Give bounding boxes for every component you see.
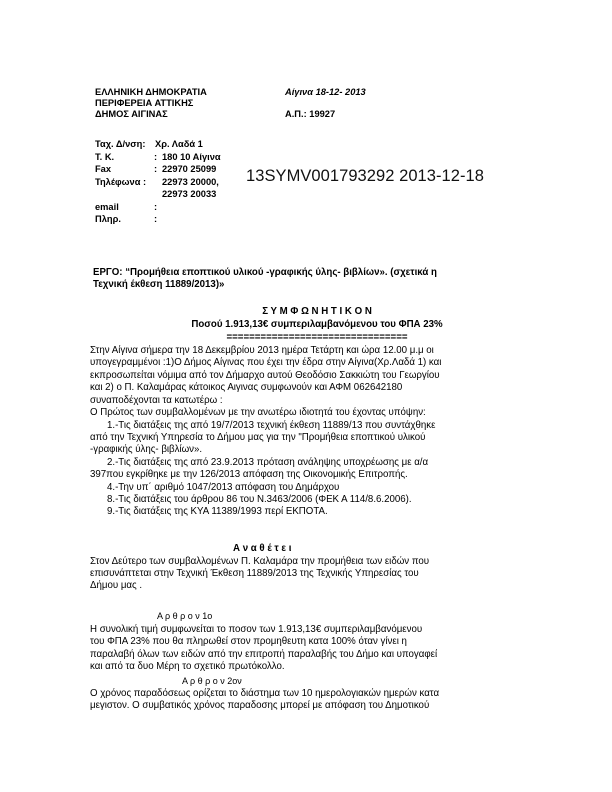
subject-line: Τεχνική έκθεση 11889/2013)» bbox=[93, 279, 225, 291]
text-line: Δήμου μας . bbox=[90, 580, 143, 592]
article2-heading: Α ρ θ ρ ο ν 2ον bbox=[182, 676, 242, 686]
text-line: του ΦΠΑ 23% που θα πληρωθεί στον προμηθευτη κατα 100% όταν γίνει η bbox=[90, 636, 407, 648]
contact-row bbox=[95, 176, 245, 188]
contact-value: Χρ. Λαδά 1 bbox=[155, 139, 203, 149]
contact-label: Ταχ. Δ/νση: bbox=[95, 139, 146, 149]
contact-value: 22973 20000, bbox=[162, 176, 219, 187]
amount-line: Ποσού 1.913,13€ συμπεριλαμβανόμενου του ΦΠΑ 23% bbox=[191, 319, 443, 330]
place-date bbox=[285, 87, 366, 98]
contact-colon: : bbox=[154, 201, 158, 212]
contact-label: Πληρ. bbox=[95, 214, 121, 224]
document-title: Σ Υ Μ Φ Ω Ν Η Τ Ι Κ Ο Ν bbox=[262, 306, 372, 317]
text-line: 1.-Τις διατάξεις της από 19/7/2013 τεχνική έκθεση 11889/13 που συντάχθηκε bbox=[107, 419, 436, 431]
article1-paragraph bbox=[90, 624, 437, 674]
text-line: μεγιστον. Ο συμβατικός χρόνος παραδοσης μπορεί με απόφαση του Δημοτικού bbox=[90, 700, 430, 712]
text-line: -γραφικής ύλης- βιβλίων». bbox=[90, 444, 203, 456]
contact-row bbox=[95, 151, 245, 163]
contact-colon: : bbox=[154, 214, 158, 224]
issuer-line-region: ΠΕΡΙΦΕΡΕΙΑ ΑΤΤΙΚΗΣ bbox=[95, 98, 194, 108]
contact-colon: : bbox=[154, 151, 158, 162]
article1-heading: Α ρ θ ρ ο ν 1ο bbox=[157, 611, 213, 621]
contact-value: 22973 20033 bbox=[162, 189, 217, 199]
text-line: παραλαβή όλων των ειδών από την επιτροπή παραλαβής του Δήμο και υπογαφεί bbox=[90, 648, 438, 660]
text-line: Η συνολική τιμή συμφωνείται το ποσον των 1.913,13€ συμπεριλαμβανόμενου bbox=[90, 624, 423, 635]
intro-paragraph bbox=[90, 345, 441, 419]
contact-row bbox=[95, 201, 245, 213]
text-line: εκπροσωπείται νόμιμα από τον Δήμαρχο αυτού Θεοδόσιο Σακκιώτη του Γεωργίου bbox=[90, 369, 440, 381]
text-line: και 2) ο Π. Καλαμάρας κάτοικος Αιγινας συμφωνούν και ΑΦΜ 062642180 bbox=[90, 382, 403, 394]
text-line: συναποδέχονται τα κατωτέρω : bbox=[90, 394, 223, 406]
text-line: 397που εγκρίθηκε με την 126/2013 απόφαση της Οικονομικής Επιτροπής. bbox=[90, 469, 408, 481]
registry-stamp: 13SYMV001793292 2013-12-18 bbox=[246, 167, 484, 185]
contact-value: 180 10 Αίγινα bbox=[162, 151, 221, 162]
considerations-list bbox=[90, 420, 435, 519]
contact-block bbox=[95, 138, 245, 228]
text-line: Στην Αίγινα σήμερα την 18 Δεκεμβρίου 2013 ημέρα Τετάρτη και ώρα 12.00 μ.μ οι bbox=[90, 345, 434, 356]
contact-row bbox=[95, 188, 245, 200]
issuer-line-country: ΕΛΛΗΝΙΚΗ ΔΗΜΟΚΡΑΤΙΑ bbox=[95, 87, 207, 97]
contact-value: 22970 25099 bbox=[162, 164, 217, 174]
assigns-paragraph bbox=[90, 556, 429, 593]
place-date-text: Αίγινα 18-12- 2013 bbox=[285, 87, 366, 97]
assigns-heading: Α ν α θ έ τ ε ι bbox=[233, 543, 292, 554]
text-line: και από τα δυο Μέρη το σχετικό πρωτόκολλο. bbox=[90, 661, 285, 673]
text-line: επισυνάπτεται στην Τεχνική Έκθεση 11889/2013 της Τεχνικής Υπηρεσίας του bbox=[90, 567, 419, 579]
contact-row bbox=[95, 213, 245, 225]
text-line: υπογεγραμμένοι :1)Ο Δήμος Αίγινας που έχει την έδρα στην Αίγινα(Χρ.Λαδά 1) και bbox=[90, 357, 442, 369]
contact-label: email bbox=[95, 201, 119, 212]
contact-row bbox=[95, 138, 245, 150]
spacer bbox=[285, 98, 366, 109]
contact-row bbox=[95, 163, 245, 175]
article2-paragraph bbox=[90, 688, 439, 713]
date-protocol-block bbox=[285, 87, 366, 120]
subject-line: ΕΡΓΟ: “Προμήθεια εποπτικού υλικού -γραφικής ύλης- βιβλίων». (σχετικά η bbox=[93, 267, 437, 278]
text-line: Στον Δεύτερο των συμβαλλομένων Π. Καλαμάρα την προμήθεια των ειδών που bbox=[90, 555, 430, 567]
subject-block bbox=[93, 267, 437, 292]
text-line: από την Τεχνική Υπηρεσία το Δήμου μας για την "Προμήθεια εποπτικού υλικού bbox=[90, 431, 426, 443]
text-line: 8.-Τις διατάξεις του άρθρου 86 του Ν.3463/2006 (ΦΕΚ Α 114/8.6.2006). bbox=[107, 493, 412, 505]
contact-label: Τ. Κ. bbox=[95, 151, 115, 162]
issuer-block bbox=[95, 87, 207, 120]
text-line: Ο Πρώτος των συμβαλλομένων με την ανωτέρω ιδιοτητά του έχοντας υπόψην: bbox=[90, 407, 426, 419]
contact-label: Fax bbox=[95, 164, 112, 174]
issuer-line-municipality: ΔΗΜΟΣ ΑΙΓΙΝΑΣ bbox=[95, 109, 168, 119]
contact-colon: : bbox=[154, 164, 158, 174]
text-line: 4.-Την υπ΄ αριθμό 1047/2013 απόφαση του Δημάρχου bbox=[107, 481, 340, 493]
text-line: 9.-Τις διατάξεις της ΚΥΑ 11389/1993 περί ΕΚΠΟΤΑ. bbox=[107, 506, 328, 518]
contact-label: Τηλέφωνα : bbox=[95, 176, 147, 187]
title-separator: ================================ bbox=[226, 332, 408, 343]
protocol-number: Α.Π.: 19927 bbox=[285, 109, 336, 119]
text-line: 2.-Τις διατάξεις της από 23.9.2013 πρόταση ανάληψης υποχρέωσης με α/α bbox=[107, 456, 429, 468]
text-line: Ο χρόνος παραδόσεως ορίζεται το διάστημα των 10 ημερολογιακών ημερών κατα bbox=[90, 688, 440, 699]
